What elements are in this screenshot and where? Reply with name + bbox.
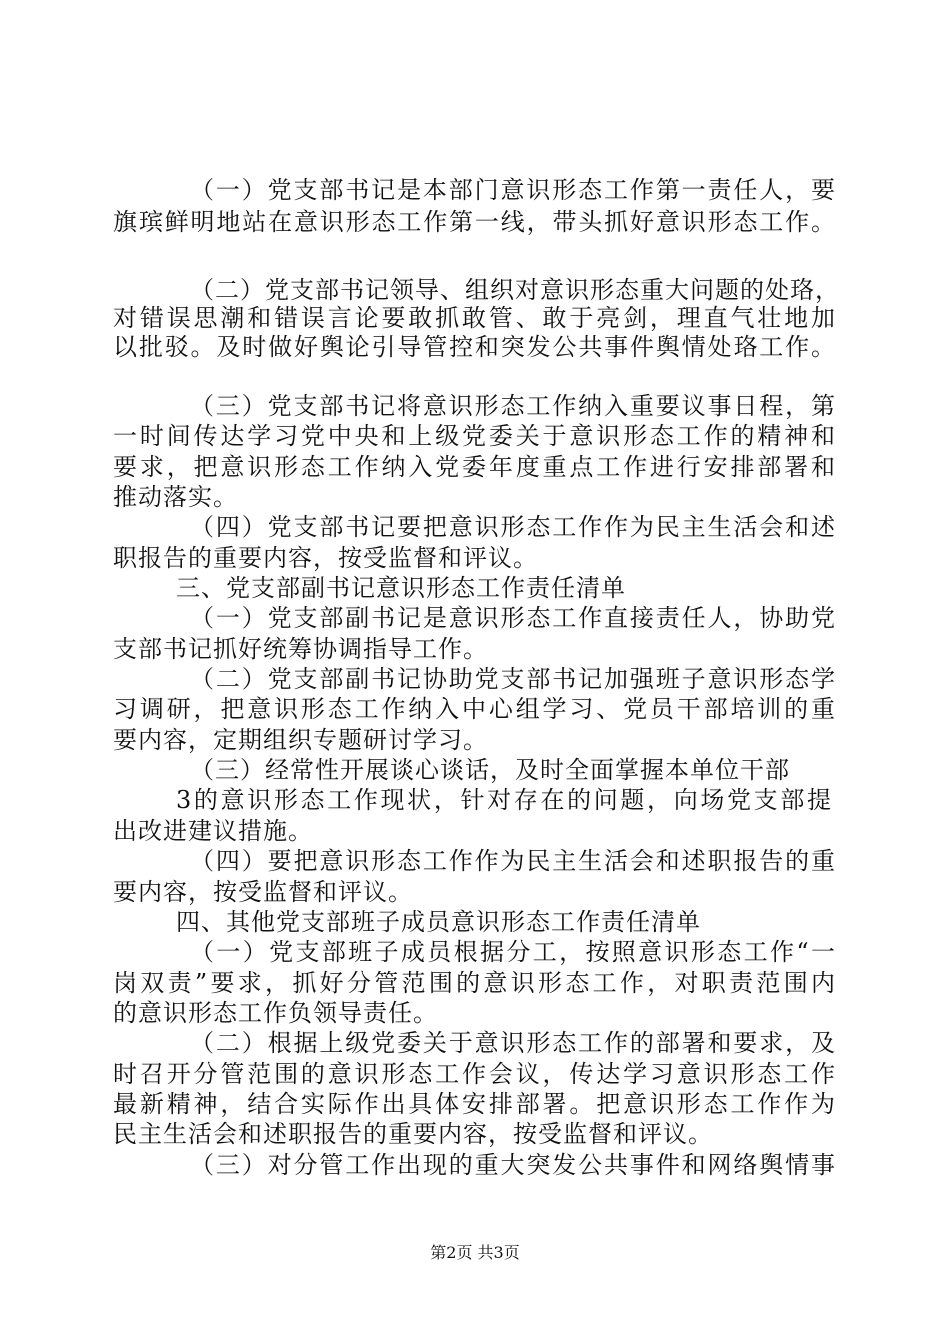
document-line: 旗瑸鲜明地站在意识形态工作第一线，带头抓好意识形态工作。 [113, 208, 836, 236]
document-line: （三）对分管工作出现的重大突发公共事件和网络舆情事 [190, 1150, 836, 1179]
document-line: 习调研，把意识形态工作纳入中心组学习、党员干部培训的重 [113, 695, 836, 724]
paragraph-secretary-first-responsible [0, 174, 950, 238]
document-line: 对错误思潮和错误言论要敢抓敢管、敢于亮剑，理直气壮地加 [113, 304, 836, 333]
document-line: （三）经常性开展谈心谈话，及时全面掌握本单位干部 [190, 756, 790, 785]
document-line: 一时间传达学习党中央和上级党委关于意识形态工作的精神和 [113, 422, 836, 451]
document-line: （一）党支部班子成员根据分工，按照意识形态工作“一 [190, 938, 836, 967]
document-line: 推动落实。 [113, 482, 238, 511]
section-heading: 四、其他党支部班子成员意识形态工作责任清单 [176, 907, 701, 936]
document-line: （四）党支部书记要把意识形态工作作为民主生活会和述 [190, 513, 836, 542]
document-line: （二）党支部副书记协助党支部书记加强班子意识形态学 [190, 665, 836, 694]
document-line: （四）要把意识形态工作作为民主生活会和述职报告的重 [190, 847, 836, 876]
document-line: 岗双责”要求，抓好分管范围的意识形态工作，对职责范围内 [113, 968, 836, 997]
document-line: （二）党支部书记领导、组织对意识形态重大问题的处珞， [190, 275, 840, 304]
document-line: 以批驳。及时做好舆论引导管控和突发公共事件舆情处珞工作。 [113, 332, 836, 361]
document-line: 要内容，定期组织专题研讨学习。 [113, 725, 488, 754]
paragraph-secretary-lead-handling [0, 276, 950, 362]
document-line: 要求，把意识形态工作纳入党委年度重点工作进行安排部署和 [113, 452, 836, 481]
document-line: 3的意识形态工作现状，针对存在的问题，向场党支部提 [176, 786, 832, 815]
document-line: 出改进建议措施。 [113, 816, 313, 845]
document-line: 时召开分管范围的意识形态工作会议，传达学习意识形态工作 [113, 1059, 836, 1088]
document-body [0, 391, 950, 1180]
document-line: （二）根据上级党委关于意识形态工作的部署和要求，及 [190, 1029, 836, 1058]
document-line: （一）党支部书记是本部门意识形态工作第一责任人，要 [190, 176, 836, 204]
document-line: 要内容，按受监督和评议。 [113, 877, 413, 906]
document-line: （一）党支部副书记是意识形态工作直接责任人，协助党 [190, 604, 836, 633]
section-heading: 三、党支部副书记意识形态工作责任清单 [176, 573, 626, 602]
document-line: 职报告的重要内容，按受监督和评议。 [113, 543, 538, 572]
document-line: 最新精神，结合实际作出具体安排部署。把意识形态工作作为 [113, 1090, 836, 1119]
document-line: 民主生活会和述职报告的重要内容，按受监督和评议。 [113, 1120, 713, 1149]
document-line: 的意识形态工作负领导责任。 [113, 998, 438, 1027]
document-line: 支部书记抓好统筹协调指导工作。 [113, 634, 488, 663]
page-number: 第2页 共3页 [430, 1243, 520, 1262]
document-line: （三）党支部书记将意识形态工作纳入重要议事日程，第 [190, 391, 836, 420]
